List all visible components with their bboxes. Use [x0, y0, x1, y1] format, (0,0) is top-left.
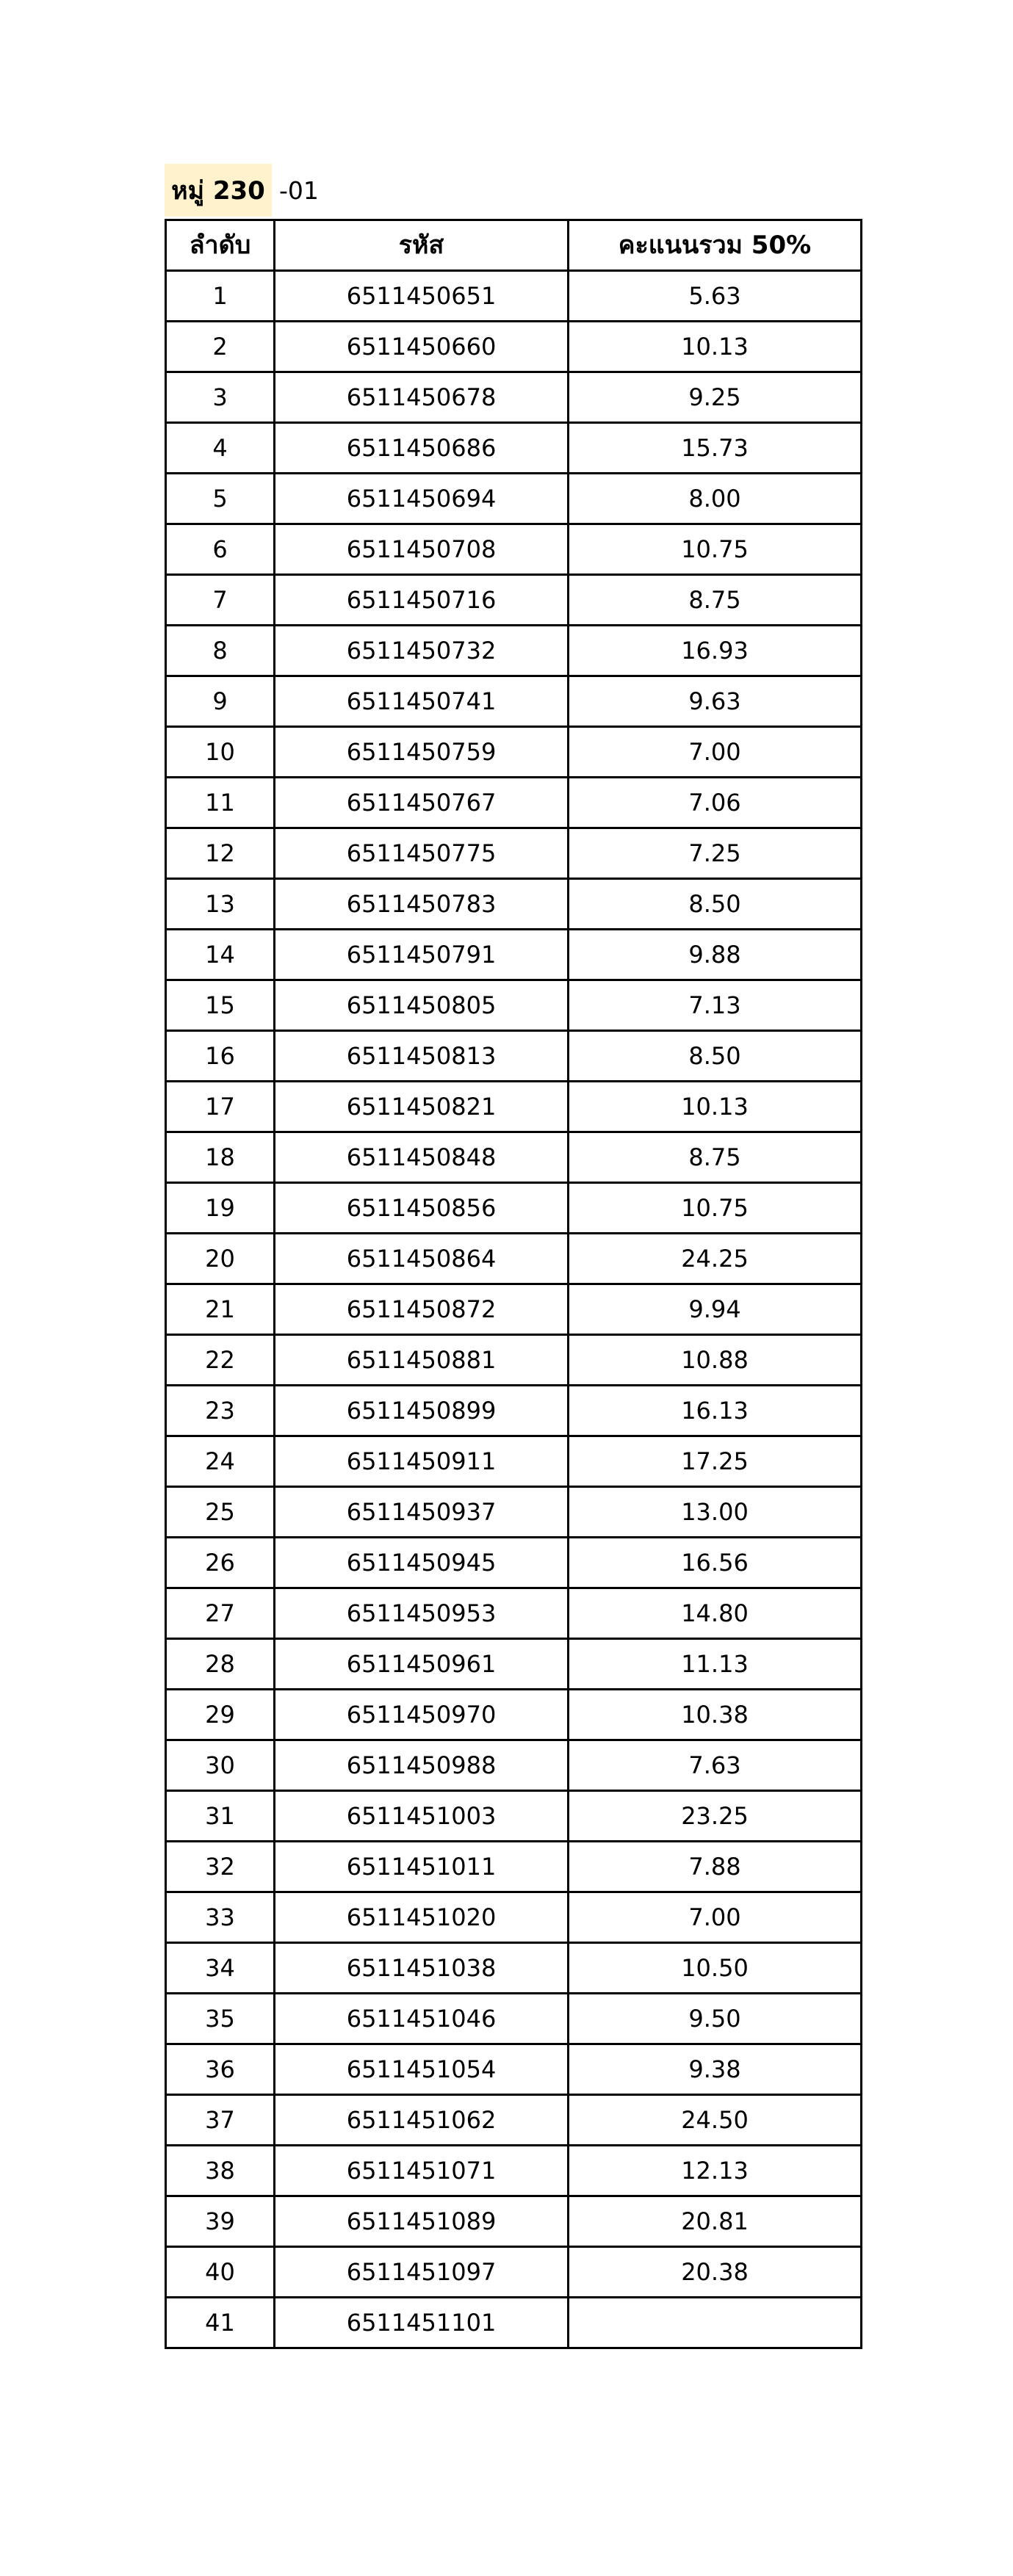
cell-student-id: 6511451101 [275, 2298, 569, 2348]
column-header-order: ลำดับ [166, 220, 275, 271]
cell-order: 5 [166, 474, 275, 524]
table-row [166, 1234, 862, 1284]
table-row [166, 1436, 862, 1487]
cell-student-id: 6511450988 [275, 1740, 569, 1791]
table-row [166, 980, 862, 1031]
cell-score: 16.13 [569, 1386, 862, 1436]
table-row [166, 1842, 862, 1892]
column-header-id: รหัส [275, 220, 569, 271]
cell-score: 7.88 [569, 1842, 862, 1892]
cell-order: 28 [166, 1639, 275, 1690]
table-body [166, 271, 862, 2348]
cell-student-id: 6511450651 [275, 271, 569, 322]
cell-order: 25 [166, 1487, 275, 1538]
table-row [166, 1588, 862, 1639]
cell-score: 8.75 [569, 575, 862, 626]
table-row [166, 2095, 862, 2146]
cell-student-id: 6511451062 [275, 2095, 569, 2146]
cell-student-id: 6511451046 [275, 1994, 569, 2044]
cell-order: 19 [166, 1183, 275, 1234]
cell-student-id: 6511450864 [275, 1234, 569, 1284]
cell-order: 7 [166, 575, 275, 626]
cell-score: 24.50 [569, 2095, 862, 2146]
cell-student-id: 6511450678 [275, 372, 569, 423]
table-row [166, 423, 862, 474]
cell-score: 17.25 [569, 1436, 862, 1487]
cell-order: 6 [166, 524, 275, 575]
table-row [166, 1740, 862, 1791]
table-row [166, 1183, 862, 1234]
cell-score: 23.25 [569, 1791, 862, 1842]
cell-order: 8 [166, 626, 275, 676]
cell-score [569, 2298, 862, 2348]
cell-student-id: 6511450759 [275, 727, 569, 778]
cell-score: 9.88 [569, 930, 862, 980]
table-row [166, 778, 862, 828]
cell-score: 8.00 [569, 474, 862, 524]
table-row [166, 2044, 862, 2095]
cell-order: 21 [166, 1284, 275, 1335]
cell-order: 39 [166, 2196, 275, 2247]
table-row [166, 2247, 862, 2298]
cell-student-id: 6511451089 [275, 2196, 569, 2247]
cell-student-id: 6511450856 [275, 1183, 569, 1234]
cell-score: 20.38 [569, 2247, 862, 2298]
cell-order: 36 [166, 2044, 275, 2095]
cell-score: 10.13 [569, 1082, 862, 1132]
cell-order: 26 [166, 1538, 275, 1588]
cell-score: 9.38 [569, 2044, 862, 2095]
table-row [166, 727, 862, 778]
cell-order: 20 [166, 1234, 275, 1284]
table-row [166, 1538, 862, 1588]
group-heading [165, 163, 319, 217]
table-row [166, 1082, 862, 1132]
cell-order: 18 [166, 1132, 275, 1183]
table-row [166, 575, 862, 626]
cell-student-id: 6511451097 [275, 2247, 569, 2298]
cell-score: 20.81 [569, 2196, 862, 2247]
header-row [166, 220, 862, 271]
table-row [166, 930, 862, 980]
cell-student-id: 6511450961 [275, 1639, 569, 1690]
cell-student-id: 6511451011 [275, 1842, 569, 1892]
cell-student-id: 6511451020 [275, 1892, 569, 1943]
cell-score: 16.56 [569, 1538, 862, 1588]
cell-order: 13 [166, 879, 275, 930]
cell-student-id: 6511450694 [275, 474, 569, 524]
cell-student-id: 6511450881 [275, 1335, 569, 1386]
cell-student-id: 6511451071 [275, 2146, 569, 2196]
cell-score: 10.13 [569, 322, 862, 372]
cell-order: 17 [166, 1082, 275, 1132]
cell-student-id: 6511450821 [275, 1082, 569, 1132]
table-row [166, 2146, 862, 2196]
cell-order: 33 [166, 1892, 275, 1943]
cell-order: 12 [166, 828, 275, 879]
cell-score: 14.80 [569, 1588, 862, 1639]
cell-score: 8.75 [569, 1132, 862, 1183]
cell-order: 34 [166, 1943, 275, 1994]
table-row [166, 524, 862, 575]
cell-order: 2 [166, 322, 275, 372]
cell-student-id: 6511450775 [275, 828, 569, 879]
cell-student-id: 6511450945 [275, 1538, 569, 1588]
group-suffix: -01 [279, 176, 319, 205]
cell-score: 7.63 [569, 1740, 862, 1791]
cell-student-id: 6511450805 [275, 980, 569, 1031]
cell-score: 12.13 [569, 2146, 862, 2196]
cell-order: 38 [166, 2146, 275, 2196]
cell-student-id: 6511450732 [275, 626, 569, 676]
cell-order: 30 [166, 1740, 275, 1791]
cell-score: 16.93 [569, 626, 862, 676]
group-label: หมู่ 230 [165, 164, 272, 217]
table-row [166, 626, 862, 676]
cell-score: 10.38 [569, 1690, 862, 1740]
cell-order: 24 [166, 1436, 275, 1487]
cell-score: 7.25 [569, 828, 862, 879]
cell-order: 31 [166, 1791, 275, 1842]
cell-score: 10.75 [569, 1183, 862, 1234]
table-row [166, 1386, 862, 1436]
cell-score: 5.63 [569, 271, 862, 322]
cell-score: 10.75 [569, 524, 862, 575]
cell-student-id: 6511450660 [275, 322, 569, 372]
cell-order: 1 [166, 271, 275, 322]
cell-score: 10.50 [569, 1943, 862, 1994]
cell-order: 11 [166, 778, 275, 828]
cell-order: 9 [166, 676, 275, 727]
cell-score: 7.06 [569, 778, 862, 828]
table-row [166, 879, 862, 930]
cell-student-id: 6511451038 [275, 1943, 569, 1994]
table-row [166, 1994, 862, 2044]
table-row [166, 271, 862, 322]
cell-order: 32 [166, 1842, 275, 1892]
cell-score: 24.25 [569, 1234, 862, 1284]
table-row [166, 1690, 862, 1740]
table-row [166, 1639, 862, 1690]
cell-student-id: 6511450708 [275, 524, 569, 575]
cell-score: 8.50 [569, 879, 862, 930]
cell-order: 40 [166, 2247, 275, 2298]
cell-score: 13.00 [569, 1487, 862, 1538]
cell-student-id: 6511450741 [275, 676, 569, 727]
cell-score: 9.25 [569, 372, 862, 423]
cell-student-id: 6511450899 [275, 1386, 569, 1436]
table-row [166, 1132, 862, 1183]
table-row [166, 372, 862, 423]
cell-score: 9.50 [569, 1994, 862, 2044]
cell-order: 16 [166, 1031, 275, 1082]
cell-student-id: 6511450767 [275, 778, 569, 828]
table-row [166, 828, 862, 879]
cell-student-id: 6511450716 [275, 575, 569, 626]
cell-score: 7.13 [569, 980, 862, 1031]
cell-student-id: 6511450970 [275, 1690, 569, 1740]
cell-student-id: 6511450953 [275, 1588, 569, 1639]
cell-order: 3 [166, 372, 275, 423]
cell-student-id: 6511450783 [275, 879, 569, 930]
cell-order: 4 [166, 423, 275, 474]
cell-student-id: 6511450686 [275, 423, 569, 474]
cell-order: 15 [166, 980, 275, 1031]
cell-student-id: 6511450937 [275, 1487, 569, 1538]
cell-order: 10 [166, 727, 275, 778]
table-row [166, 2298, 862, 2348]
table-row [166, 322, 862, 372]
table-row [166, 1892, 862, 1943]
table-row [166, 1031, 862, 1082]
cell-order: 27 [166, 1588, 275, 1639]
cell-student-id: 6511450813 [275, 1031, 569, 1082]
cell-order: 22 [166, 1335, 275, 1386]
cell-score: 10.88 [569, 1335, 862, 1386]
cell-student-id: 6511451003 [275, 1791, 569, 1842]
table-row [166, 474, 862, 524]
cell-student-id: 6511450791 [275, 930, 569, 980]
cell-score: 7.00 [569, 727, 862, 778]
cell-score: 11.13 [569, 1639, 862, 1690]
table-row [166, 2196, 862, 2247]
cell-score: 15.73 [569, 423, 862, 474]
cell-order: 29 [166, 1690, 275, 1740]
cell-order: 23 [166, 1386, 275, 1436]
cell-order: 35 [166, 1994, 275, 2044]
cell-order: 37 [166, 2095, 275, 2146]
cell-student-id: 6511450848 [275, 1132, 569, 1183]
table-row [166, 1335, 862, 1386]
table-row [166, 1284, 862, 1335]
column-header-score: คะแนนรวม 50% [569, 220, 862, 271]
table-row [166, 1943, 862, 1994]
table-row [166, 1791, 862, 1842]
cell-score: 9.94 [569, 1284, 862, 1335]
cell-student-id: 6511451054 [275, 2044, 569, 2095]
table-row [166, 1487, 862, 1538]
cell-score: 9.63 [569, 676, 862, 727]
cell-order: 41 [166, 2298, 275, 2348]
cell-student-id: 6511450911 [275, 1436, 569, 1487]
cell-score: 7.00 [569, 1892, 862, 1943]
cell-order: 14 [166, 930, 275, 980]
table-row [166, 676, 862, 727]
cell-student-id: 6511450872 [275, 1284, 569, 1335]
score-table [165, 219, 862, 2349]
cell-score: 8.50 [569, 1031, 862, 1082]
